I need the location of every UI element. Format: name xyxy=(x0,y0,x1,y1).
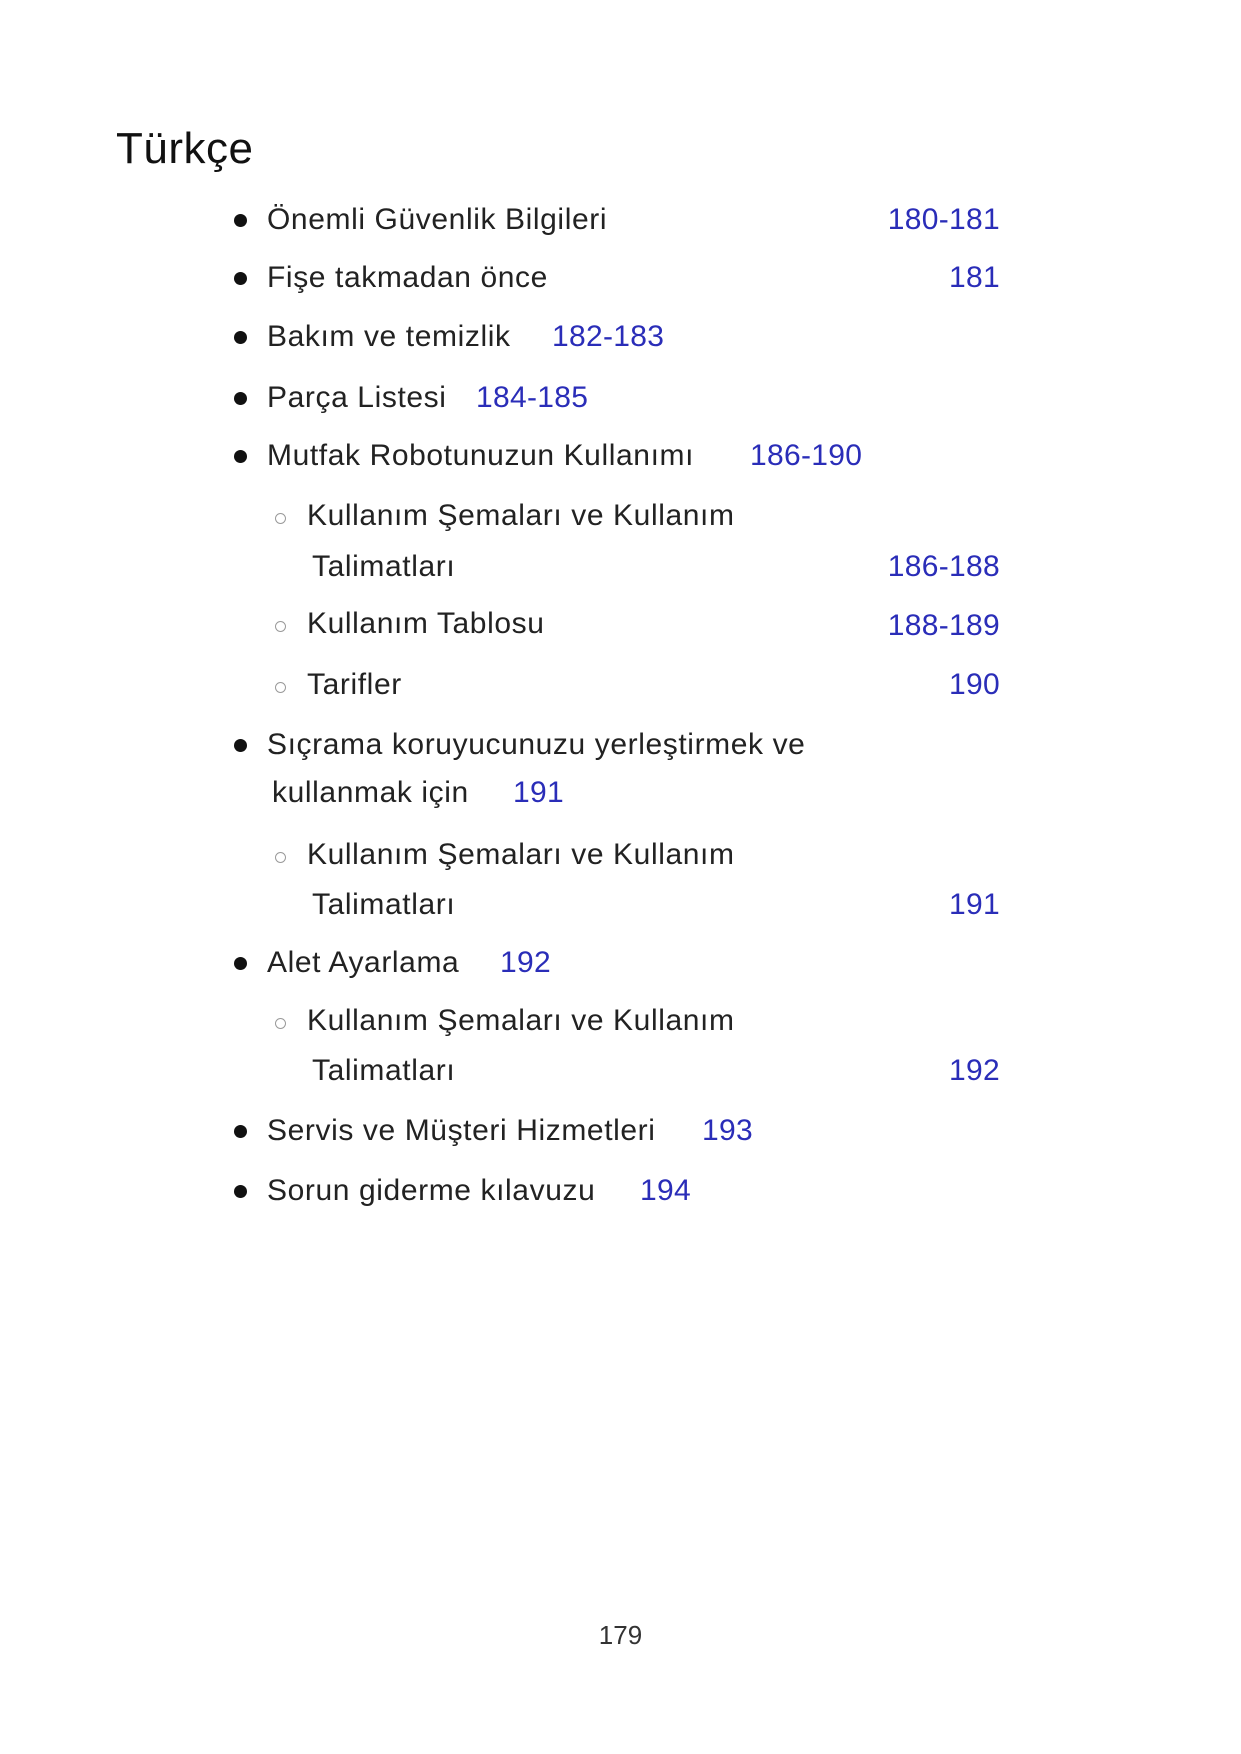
toc-entry-text: Alet Ayarlama xyxy=(267,946,460,979)
bullet-icon xyxy=(234,272,247,285)
bullet-icon xyxy=(234,214,247,227)
toc-entry-page[interactable]: 181 xyxy=(949,261,1000,294)
toc-entry-text-continued: Talimatları xyxy=(312,550,456,583)
toc-entry-page[interactable]: 188-189 xyxy=(887,609,1000,642)
toc-entry-text: Sorun giderme kılavuzu xyxy=(267,1174,596,1207)
toc-entry-text: Parça Listesi xyxy=(267,381,447,414)
page-number: 179 xyxy=(598,1620,643,1650)
toc-entry-text: Kullanım Şemaları ve Kullanım xyxy=(307,499,735,532)
toc-entry-text-continued: Talimatları xyxy=(312,1054,456,1087)
toc-entry-text: Sıçrama koruyucunuzu yerleştirmek ve xyxy=(267,728,806,761)
toc-entry-text: Fişe takmadan önce xyxy=(267,261,548,294)
bullet-icon xyxy=(234,739,247,752)
toc-entry-page[interactable]: 193 xyxy=(702,1114,753,1147)
toc-entry-text-continued: kullanmak için xyxy=(272,776,469,809)
page-title: Türkçe xyxy=(116,124,254,173)
toc-entry-page[interactable]: 186-188 xyxy=(887,550,1000,583)
sub-bullet-icon xyxy=(275,852,286,863)
toc-entry-page[interactable]: 192 xyxy=(500,946,551,979)
bullet-icon xyxy=(234,331,247,344)
bullet-icon xyxy=(234,957,247,970)
sub-bullet-icon xyxy=(275,513,286,524)
toc-entry-text: Mutfak Robotunuzun Kullanımı xyxy=(267,439,695,472)
toc-entry-page[interactable]: 180-181 xyxy=(887,203,1000,236)
sub-bullet-icon xyxy=(275,621,286,632)
toc-entry-page[interactable]: 182-183 xyxy=(552,320,665,353)
toc-entry-text: Önemli Güvenlik Bilgileri xyxy=(267,203,608,236)
toc-entry-page[interactable]: 191 xyxy=(513,776,564,809)
toc-entry-page[interactable]: 184-185 xyxy=(476,381,589,414)
toc-entry-page[interactable]: 191 xyxy=(949,888,1000,921)
sub-bullet-icon xyxy=(275,1018,286,1029)
toc-entry-text: Bakım ve temizlik xyxy=(267,320,511,353)
toc-entry-page[interactable]: 186-190 xyxy=(750,439,863,472)
bullet-icon xyxy=(234,392,247,405)
toc-entry-text-continued: Talimatları xyxy=(312,888,456,921)
bullet-icon xyxy=(234,1185,247,1198)
toc-entry-text: Servis ve Müşteri Hizmetleri xyxy=(267,1114,656,1147)
bullet-icon xyxy=(234,450,247,463)
toc-entry-page[interactable]: 190 xyxy=(949,668,1000,701)
sub-bullet-icon xyxy=(275,682,286,693)
toc-entry-page[interactable]: 194 xyxy=(640,1174,691,1207)
bullet-icon xyxy=(234,1125,247,1138)
toc-entry-text: Kullanım Şemaları ve Kullanım xyxy=(307,1004,735,1037)
toc-entry-text: Kullanım Şemaları ve Kullanım xyxy=(307,838,735,871)
toc-entry-page[interactable]: 192 xyxy=(949,1054,1000,1087)
toc-entry-text: Tarifler xyxy=(307,668,402,701)
toc-entry-text: Kullanım Tablosu xyxy=(307,607,545,640)
